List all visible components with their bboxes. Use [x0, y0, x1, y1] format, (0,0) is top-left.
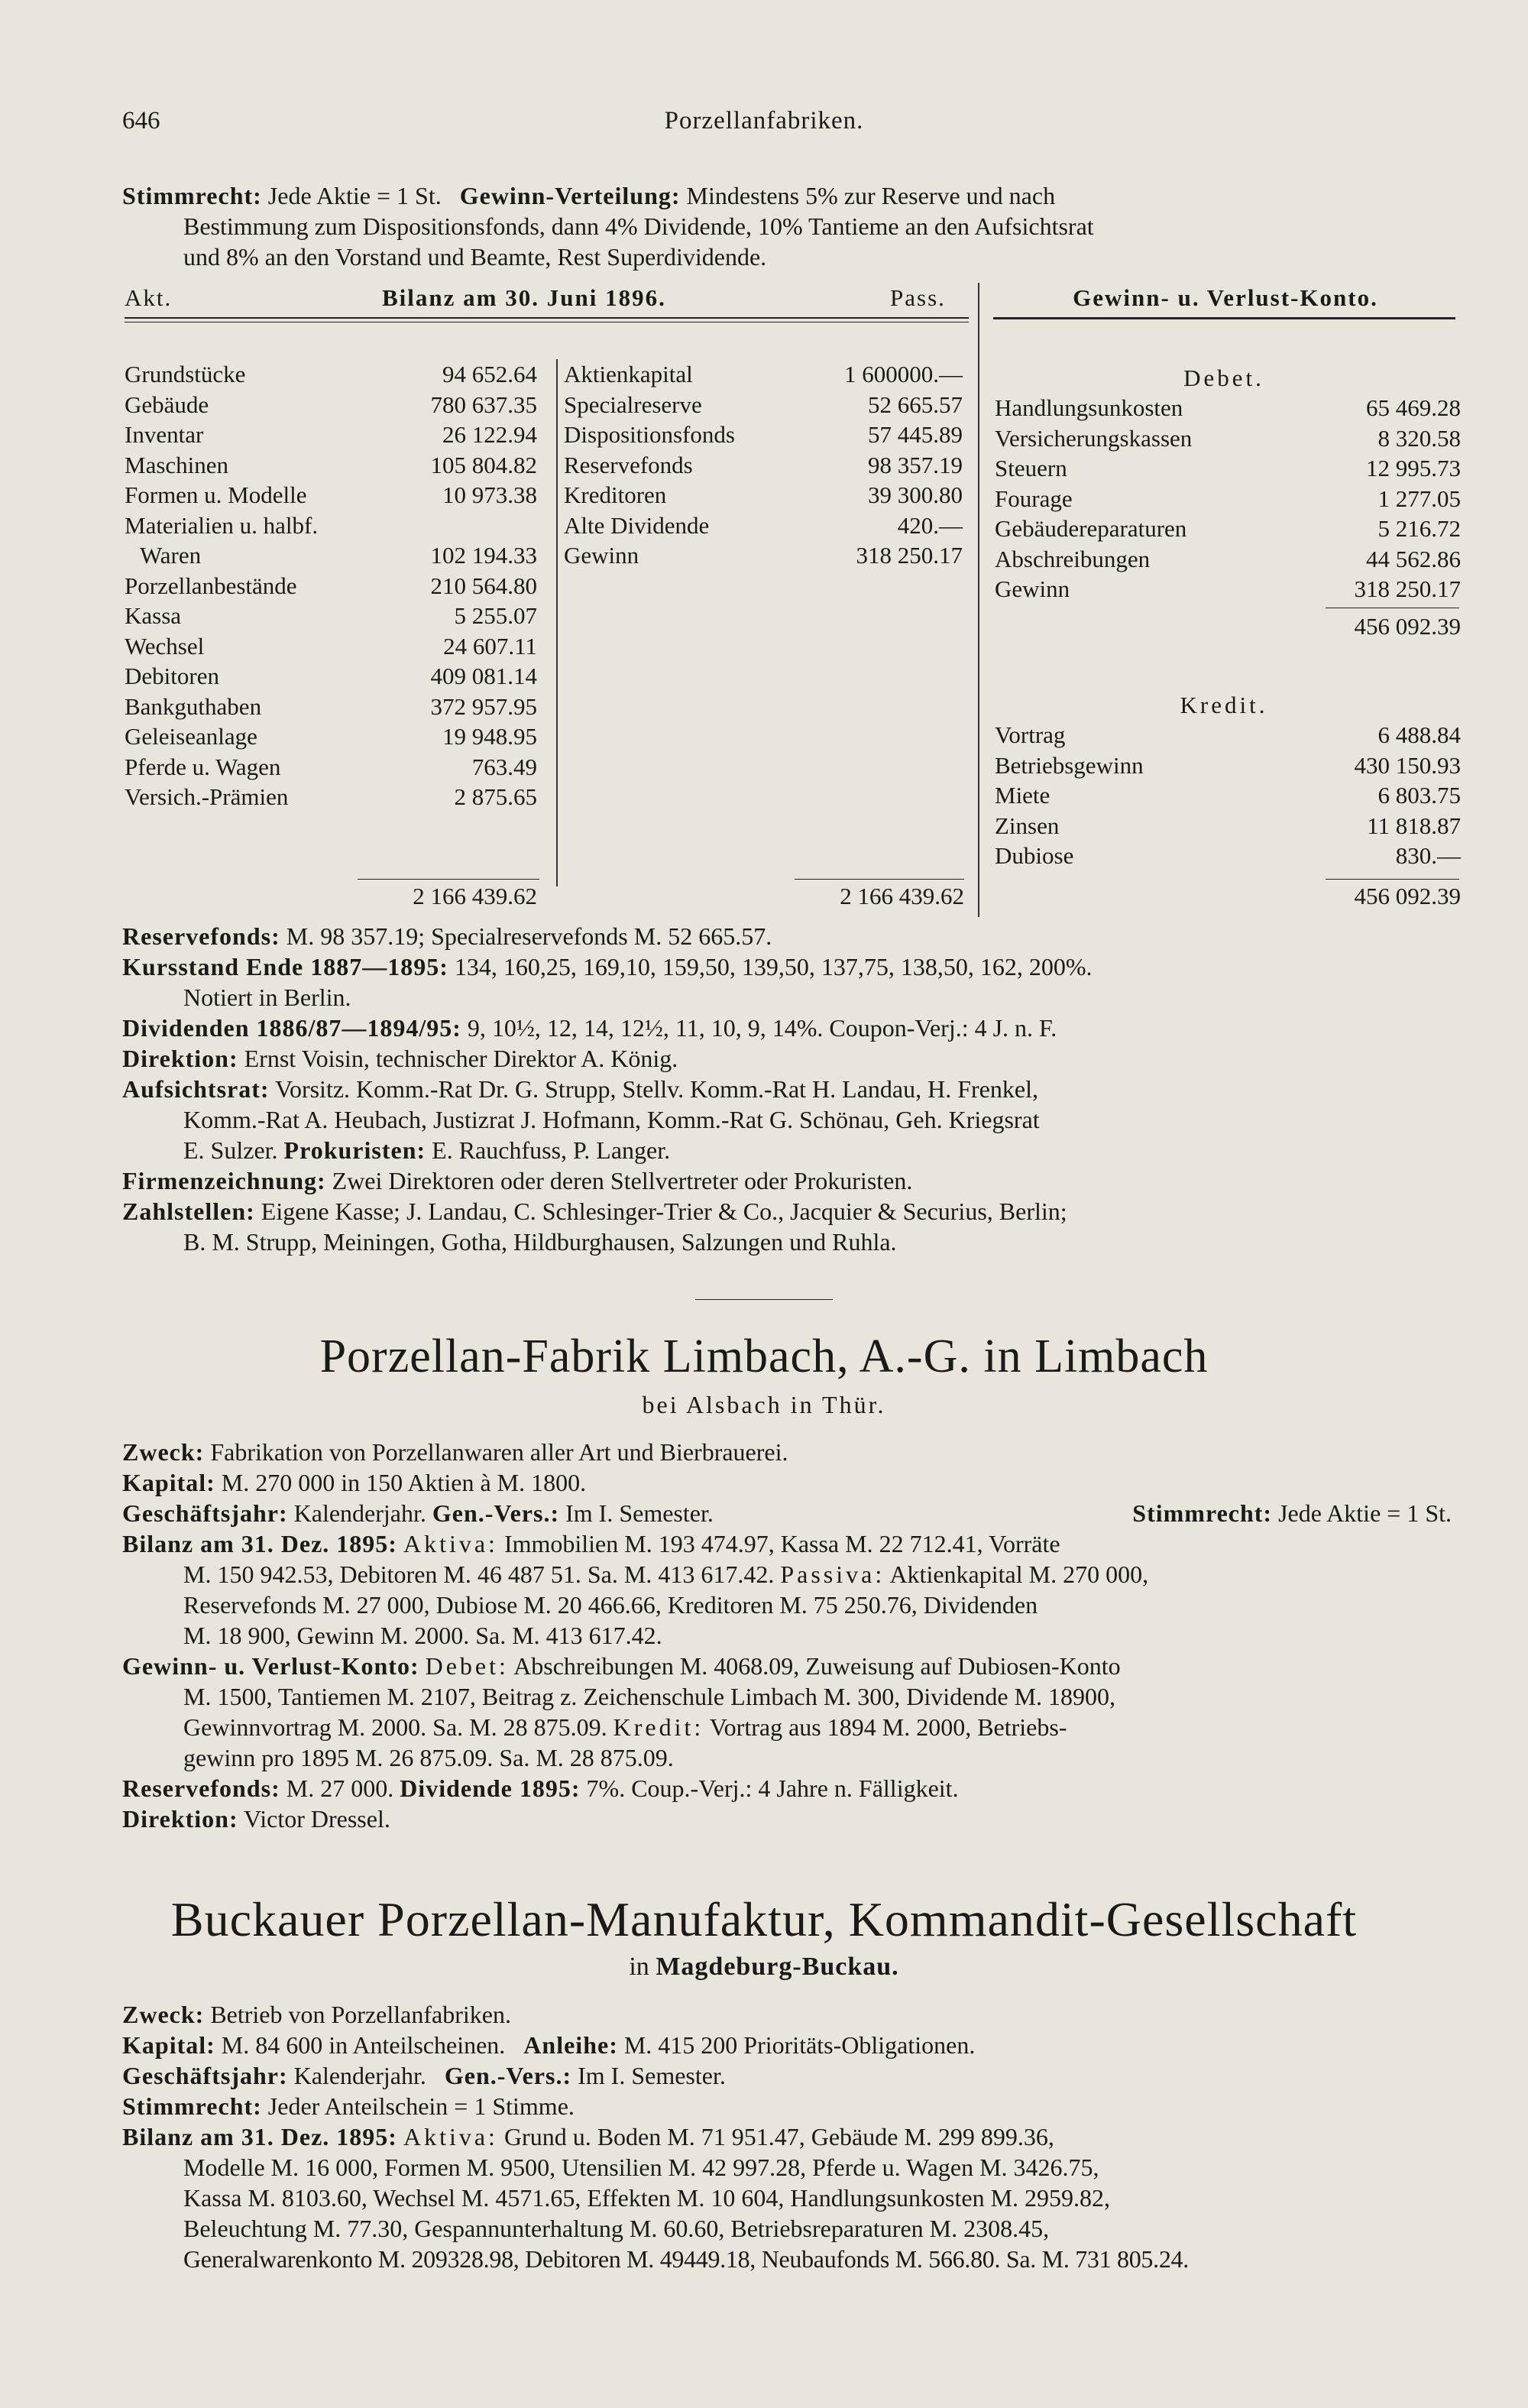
gewinn-verteilung-text-2: Bestimmung zum Dispositionsfonds, dann 4% Dividende, 10% Tantieme an den Aufsichtsrat	[183, 212, 1094, 240]
passiva-label: Alte Dividende	[564, 511, 710, 539]
debet-total: 456 092.39	[1354, 613, 1461, 640]
limbach-guv-label: Gewinn- u. Verlust-Konto:	[122, 1652, 419, 1680]
passiva-value: 1 600000.—	[844, 361, 963, 387]
aktiva-value: 210 564.80	[430, 572, 537, 599]
passiva-label: Specialreserve	[564, 391, 702, 418]
aktiva-value: 409 081.14	[430, 663, 537, 689]
kredit-label-cell: Vortrag	[995, 721, 1066, 748]
debet-value: 8 320.58	[1377, 424, 1461, 452]
limbach-stimmrecht-text: Jede Aktie = 1 St.	[1278, 1499, 1452, 1527]
passiva-row	[564, 450, 963, 481]
kredit-row	[995, 780, 1461, 811]
buckau-kapital-label: Kapital:	[122, 2031, 215, 2059]
buckau-zweck-text: Betrieb von Porzellanfabriken.	[210, 2001, 511, 2028]
gewinn-verteilung-label: Gewinn-Verteilung:	[459, 182, 681, 209]
debet-label-cell: Abschreibungen	[995, 545, 1151, 572]
limbach-gj-text: Kalenderjahr.	[293, 1499, 426, 1527]
passiva-row	[564, 359, 963, 390]
debet-row	[995, 544, 1461, 575]
limbach-gv-label: Gen.-Vers.:	[432, 1499, 560, 1527]
buckau-subtitle-in: in	[629, 1953, 649, 1981]
aktiva-label: Waren	[140, 542, 202, 569]
limbach-gj-label: Geschäftsjahr:	[122, 1499, 288, 1527]
limbach-direktion-label: Direktion:	[122, 1805, 238, 1833]
kredit-label: Kredit.	[1180, 692, 1268, 718]
kursstand-text-2: Notiert in Berlin.	[183, 984, 351, 1011]
aktiva-total: 2 166 439.62	[413, 883, 537, 909]
debet-row	[995, 514, 1461, 544]
debet-value: 65 469.28	[1366, 394, 1461, 421]
firmenzeichnung-label: Firmenzeichnung:	[122, 1167, 326, 1194]
debet-row	[995, 574, 1461, 604]
firmenzeichnung-text: Zwei Direktoren oder deren Stellvertreter oder Prokuristen.	[332, 1167, 913, 1194]
debet-label-cell: Gebäudereparaturen	[995, 515, 1187, 542]
running-title: Porzellanfabriken.	[664, 107, 864, 134]
debet-value: 318 250.17	[1354, 575, 1461, 602]
buckau-bilanz-text-5: Generalwarenkonto M. 209328.98, Debitoren M. 49449.18, Neubaufonds M. 566.80. Sa. M. 731 805.24.	[183, 2245, 1189, 2273]
aktiva-value: 24 607.11	[443, 632, 537, 660]
aktiva-label: Grundstücke	[125, 361, 246, 387]
debet-label-cell: Gewinn	[995, 575, 1070, 602]
debet-row	[995, 453, 1461, 484]
aktiva-row	[125, 420, 537, 450]
limbach-guv-text-4: gewinn pro 1895 M. 26 875.09. Sa. M. 28 875.09.	[183, 1744, 674, 1771]
kredit-row	[995, 720, 1461, 750]
buckau-gv-label: Gen.-Vers.:	[444, 2062, 572, 2089]
aufsichtsrat-text-2: Komm.-Rat A. Heubach, Justizrat J. Hofmann, Komm.-Rat G. Schönau, Geh. Kriegsrat	[183, 1106, 1040, 1133]
aktiva-label: Bankguthaben	[125, 692, 262, 720]
aktiva-row	[125, 661, 537, 692]
limbach-guv-text-3b: Vortrag aus 1894 M. 2000, Betriebs-	[709, 1713, 1067, 1741]
kredit-value: 6 803.75	[1377, 782, 1461, 809]
dividenden-label: Dividenden 1886/87—1894/95:	[122, 1014, 461, 1042]
buckau-subtitle-place: Magdeburg-Buckau.	[656, 1953, 899, 1981]
aktiva-row	[125, 631, 537, 662]
aufsichtsrat-text-3: E. Sulzer.	[183, 1136, 278, 1164]
kredit-label-cell: Zinsen	[995, 812, 1060, 839]
aktiva-row	[125, 390, 537, 420]
aktiva-row	[125, 540, 537, 571]
kredit-label-cell: Miete	[995, 782, 1050, 809]
aktiva-value: 19 948.95	[442, 723, 537, 750]
aktiva-value: 94 652.64	[442, 361, 537, 387]
guv-title: Gewinn- u. Verlust-Konto.	[1073, 284, 1378, 311]
limbach-kredit-label: Kredit:	[613, 1713, 704, 1741]
passiva-value: 52 665.57	[868, 391, 963, 418]
direktion-label: Direktion:	[122, 1045, 238, 1072]
passiva-label: Kreditoren	[564, 481, 667, 508]
aktiva-value: 780 637.35	[430, 391, 537, 418]
limbach-title: Porzellan-Fabrik Limbach, A.-G. in Limbach	[319, 1330, 1209, 1382]
aufsichtsrat-label: Aufsichtsrat:	[122, 1075, 270, 1103]
aktiva-value: 763.49	[471, 753, 537, 780]
prokuristen-text: E. Rauchfuss, P. Langer.	[432, 1136, 671, 1164]
aktiva-label: Pferde u. Wagen	[125, 753, 281, 780]
buckau-subtitle	[0, 1953, 1528, 1982]
limbach-bilanz-text-2: M. 150 942.53, Debitoren M. 46 487 51. Sa. M. 413 617.42.	[183, 1561, 775, 1588]
dividenden-text: 9, 10½, 12, 14, 12½, 11, 10, 9, 14%. Coupon-Verj.: 4 J. n. F.	[467, 1014, 1057, 1042]
kredit-list	[995, 720, 1461, 871]
aktiva-value: 102 194.33	[430, 542, 537, 569]
debet-value: 12 995.73	[1366, 455, 1461, 481]
kursstand-label: Kursstand Ende 1887—1895:	[122, 953, 448, 980]
limbach-bilanz-label: Bilanz am 31. Dez. 1895:	[122, 1530, 397, 1557]
aufsichtsrat-text: Vorsitz. Komm.-Rat Dr. G. Strupp, Stellv. Komm.-Rat H. Landau, H. Frenkel,	[274, 1075, 1038, 1103]
aktiva-label: Porzellanbestände	[125, 572, 297, 599]
limbach-rf-text: M. 27 000.	[286, 1774, 394, 1802]
passiva-value: 420.—	[897, 511, 963, 539]
aktiva-row	[125, 601, 537, 631]
kredit-value: 830.—	[1395, 842, 1461, 869]
buckau-stimmrecht-text: Jeder Anteilschein = 1 Stimme.	[267, 2092, 575, 2120]
zahlstellen-text: Eigene Kasse; J. Landau, C. Schlesinger-Trier & Co., Jacquier & Securius, Berlin;	[261, 1198, 1067, 1225]
debet-label-cell: Steuern	[995, 455, 1067, 481]
kredit-label-cell: Dubiose	[995, 842, 1074, 869]
limbach-direktion-text: Victor Dressel.	[244, 1805, 390, 1833]
limbach-dividende-text: 7%. Coup.-Verj.: 4 Jahre n. Fälligkeit.	[586, 1774, 959, 1802]
aktiva-value: 10 973.38	[442, 481, 537, 508]
aktiva-row	[125, 510, 537, 541]
aktiva-label: Materialien u. halbf.	[125, 511, 319, 539]
limbach-subtitle: bei Alsbach in Thür.	[642, 1391, 886, 1418]
limbach-passiva-label: Passiva:	[780, 1561, 885, 1588]
passiva-value: 39 300.80	[868, 481, 963, 508]
buckau-block	[122, 1999, 1452, 2274]
gewinn-verteilung-text-3: und 8% an den Vorstand und Beamte, Rest Superdividende.	[183, 243, 767, 271]
buckau-anleihe-text: M. 415 200 Prioritäts-Obligationen.	[623, 2031, 976, 2059]
passiva-label: Gewinn	[564, 542, 639, 569]
limbach-debet-label: Debet:	[425, 1652, 509, 1680]
limbach-bilanz-text-1: Immobilien M. 193 474.97, Kassa M. 22 712.41, Vorräte	[503, 1530, 1060, 1557]
passiva-row	[564, 480, 963, 510]
buckau-gv-text: Im I. Semester.	[578, 2062, 726, 2089]
aktiva-value: 26 122.94	[442, 421, 537, 448]
passiva-label: Reservefonds	[564, 451, 693, 478]
limbach-kapital-text: M. 270 000 in 150 Aktien à M. 1800.	[221, 1469, 587, 1496]
guv-head-rule	[993, 317, 1455, 319]
aktiva-label: Versich.-Prämien	[125, 783, 289, 810]
aktiva-row	[125, 721, 537, 752]
prokuristen-label: Prokuristen:	[283, 1136, 426, 1164]
aktiva-row	[125, 782, 537, 812]
aktiva-row	[125, 359, 537, 390]
stimmrecht-label: Stimmrecht:	[122, 182, 262, 209]
kredit-value: 11 818.87	[1367, 812, 1461, 839]
aktiva-label: Debitoren	[125, 663, 219, 689]
debet-label-cell: Versicherungskassen	[995, 424, 1193, 452]
aktiva-value: 372 957.95	[430, 692, 537, 720]
aktiva-row	[125, 692, 537, 722]
gewinn-verteilung-text: Mindestens 5% zur Reserve und nach	[686, 182, 1056, 209]
passiva-row	[564, 420, 963, 450]
passiva-value: 318 250.17	[856, 542, 963, 569]
debet-label: Debet.	[1183, 365, 1264, 391]
passiva-list	[564, 359, 963, 571]
aktiva-value: 2 875.65	[454, 783, 537, 810]
limbach-bilanz-text-2b: Aktienkapital M. 270 000,	[889, 1561, 1149, 1588]
limbach-aktiva-label: Aktiva:	[403, 1530, 498, 1557]
aktiva-row	[125, 450, 537, 481]
stimmrecht-text: Jede Aktie = 1 St.	[267, 182, 442, 209]
kredit-row	[995, 750, 1461, 781]
buckau-gj-label: Geschäftsjahr:	[122, 2062, 288, 2089]
limbach-guv-text-1: Abschreibungen M. 4068.09, Zuweisung auf Dubiosen-Konto	[513, 1652, 1121, 1680]
limbach-stimmrecht-label: Stimmrecht:	[1132, 1499, 1273, 1527]
passiva-row	[564, 510, 963, 541]
limbach-bilanz-text-3: Reservefonds M. 27 000, Dubiose M. 20 466.66, Kreditoren M. 75 250.76, Dividenden	[183, 1591, 1038, 1619]
aktiva-row	[125, 571, 537, 601]
reservefonds-text: M. 98 357.19; Specialreservefonds M. 52 665.57.	[286, 922, 772, 950]
kredit-value: 430 150.93	[1354, 751, 1461, 779]
debet-value: 5 216.72	[1377, 515, 1461, 542]
aktiva-label: Maschinen	[125, 451, 229, 478]
bilanz-head-rule	[125, 317, 969, 319]
debet-label-cell: Fourage	[995, 485, 1073, 512]
buckau-zweck-label: Zweck:	[122, 2001, 205, 2028]
aktiva-label: Formen u. Modelle	[125, 481, 307, 508]
limbach-bilanz-text-4: M. 18 900, Gewinn M. 2000. Sa. M. 413 617.42.	[183, 1622, 662, 1649]
debet-row	[995, 484, 1461, 514]
limbach-dividende-label: Dividende 1895:	[400, 1774, 581, 1802]
buckau-title: Buckauer Porzellan-Manufaktur, Kommandit-Gesellschaft	[170, 1892, 1358, 1946]
kredit-total-rule	[1326, 879, 1459, 880]
passiva-row	[564, 390, 963, 420]
reservefonds-label: Reservefonds:	[122, 922, 280, 950]
kredit-label-cell: Betriebsgewinn	[995, 751, 1144, 779]
buckau-kapital-text: M. 84 600 in Anteilscheinen.	[221, 2031, 506, 2059]
notes-block-1	[122, 921, 1452, 1257]
passiva-value: 98 357.19	[868, 451, 963, 478]
kredit-value: 6 488.84	[1377, 721, 1461, 748]
aktiva-list	[125, 359, 537, 812]
direktion-text: Ernst Voisin, technischer Direktor A. König.	[244, 1045, 678, 1072]
passiva-total: 2 166 439.62	[840, 883, 964, 909]
limbach-kapital-label: Kapital:	[122, 1469, 215, 1496]
aktiva-value: 105 804.82	[430, 451, 537, 478]
akt-label: Akt.	[125, 284, 173, 311]
passiva-total-rule	[795, 879, 964, 880]
buckau-gj-text: Kalenderjahr.	[293, 2062, 426, 2089]
aktiva-row	[125, 752, 537, 783]
buckau-bilanz-label: Bilanz am 31. Dez. 1895:	[122, 2123, 397, 2150]
page-number: 646	[122, 107, 160, 134]
passiva-label: Aktienkapital	[564, 361, 693, 387]
buckau-bilanz-text-1: Grund u. Boden M. 71 951.47, Gebäude M. 299 899.36,	[503, 2123, 1054, 2150]
buckau-stimmrecht-label: Stimmrecht:	[122, 2092, 262, 2120]
bilanz-divider	[556, 359, 558, 886]
buckau-bilanz-text-3: Kassa M. 8103.60, Wechsel M. 4571.65, Effekten M. 10 604, Handlungsunkosten M. 2959.82,	[183, 2184, 1111, 2212]
aktiva-label: Gebäude	[125, 391, 209, 418]
kredit-total: 456 092.39	[1354, 883, 1461, 909]
zahlstellen-label: Zahlstellen:	[122, 1198, 255, 1225]
buckau-bilanz-text-4: Beleuchtung M. 77.30, Gespannunterhaltung M. 60.60, Betriebsreparaturen M. 2308.45,	[183, 2215, 1050, 2242]
kursstand-text: 134, 160,25, 169,10, 159,50, 139,50, 137,75, 138,50, 162, 200%.	[454, 953, 1093, 980]
debet-list	[995, 393, 1461, 604]
zahlstellen-text-2: B. M. Strupp, Meiningen, Gotha, Hildburghausen, Salzungen und Ruhla.	[183, 1228, 897, 1256]
aktiva-label: Wechsel	[125, 632, 205, 660]
aktiva-row	[125, 480, 537, 510]
debet-value: 1 277.05	[1377, 485, 1461, 512]
kredit-row	[995, 811, 1461, 841]
section-separator	[695, 1299, 833, 1300]
buckau-aktiva-label: Aktiva:	[403, 2123, 498, 2150]
limbach-guv-text-3: Gewinnvortrag M. 2000. Sa. M. 28 875.09.	[183, 1713, 607, 1741]
guv-divider	[978, 283, 979, 917]
limbach-gv-text: Im I. Semester.	[565, 1499, 714, 1527]
debet-label-cell: Handlungsunkosten	[995, 394, 1183, 421]
buckau-bilanz-text-2: Modelle M. 16 000, Formen M. 9500, Utensilien M. 42 997.28, Pferde u. Wagen M. 3426.75,	[183, 2154, 1099, 2181]
limbach-zweck-label: Zweck:	[122, 1438, 205, 1466]
aktiva-value: 5 255.07	[454, 602, 537, 629]
aktiva-label: Geleiseanlage	[125, 723, 257, 750]
kredit-row	[995, 841, 1461, 871]
limbach-guv-text-2: M. 1500, Tantiemen M. 2107, Beitrag z. Zeichenschule Limbach M. 300, Dividende M. 18900,	[183, 1683, 1116, 1710]
passiva-value: 57 445.89	[868, 421, 963, 448]
debet-row	[995, 393, 1461, 423]
bilanz-title: Bilanz am 30. Juni 1896.	[382, 284, 666, 311]
buckau-anleihe-label: Anleihe:	[523, 2031, 618, 2059]
pass-label: Pass.	[890, 284, 946, 311]
debet-value: 44 562.86	[1366, 545, 1461, 572]
aktiva-label: Inventar	[125, 421, 204, 448]
aktiva-total-rule	[358, 879, 539, 880]
passiva-row	[564, 540, 963, 571]
passiva-label: Dispositionsfonds	[564, 421, 735, 448]
limbach-block	[122, 1437, 1452, 1834]
debet-row	[995, 423, 1461, 454]
intro-block	[122, 180, 1452, 272]
limbach-zweck-text: Fabrikation von Porzellanwaren aller Art und Bierbrauerei.	[210, 1438, 788, 1466]
limbach-rf-label: Reservefonds:	[122, 1774, 280, 1802]
aktiva-label: Kassa	[125, 602, 182, 629]
